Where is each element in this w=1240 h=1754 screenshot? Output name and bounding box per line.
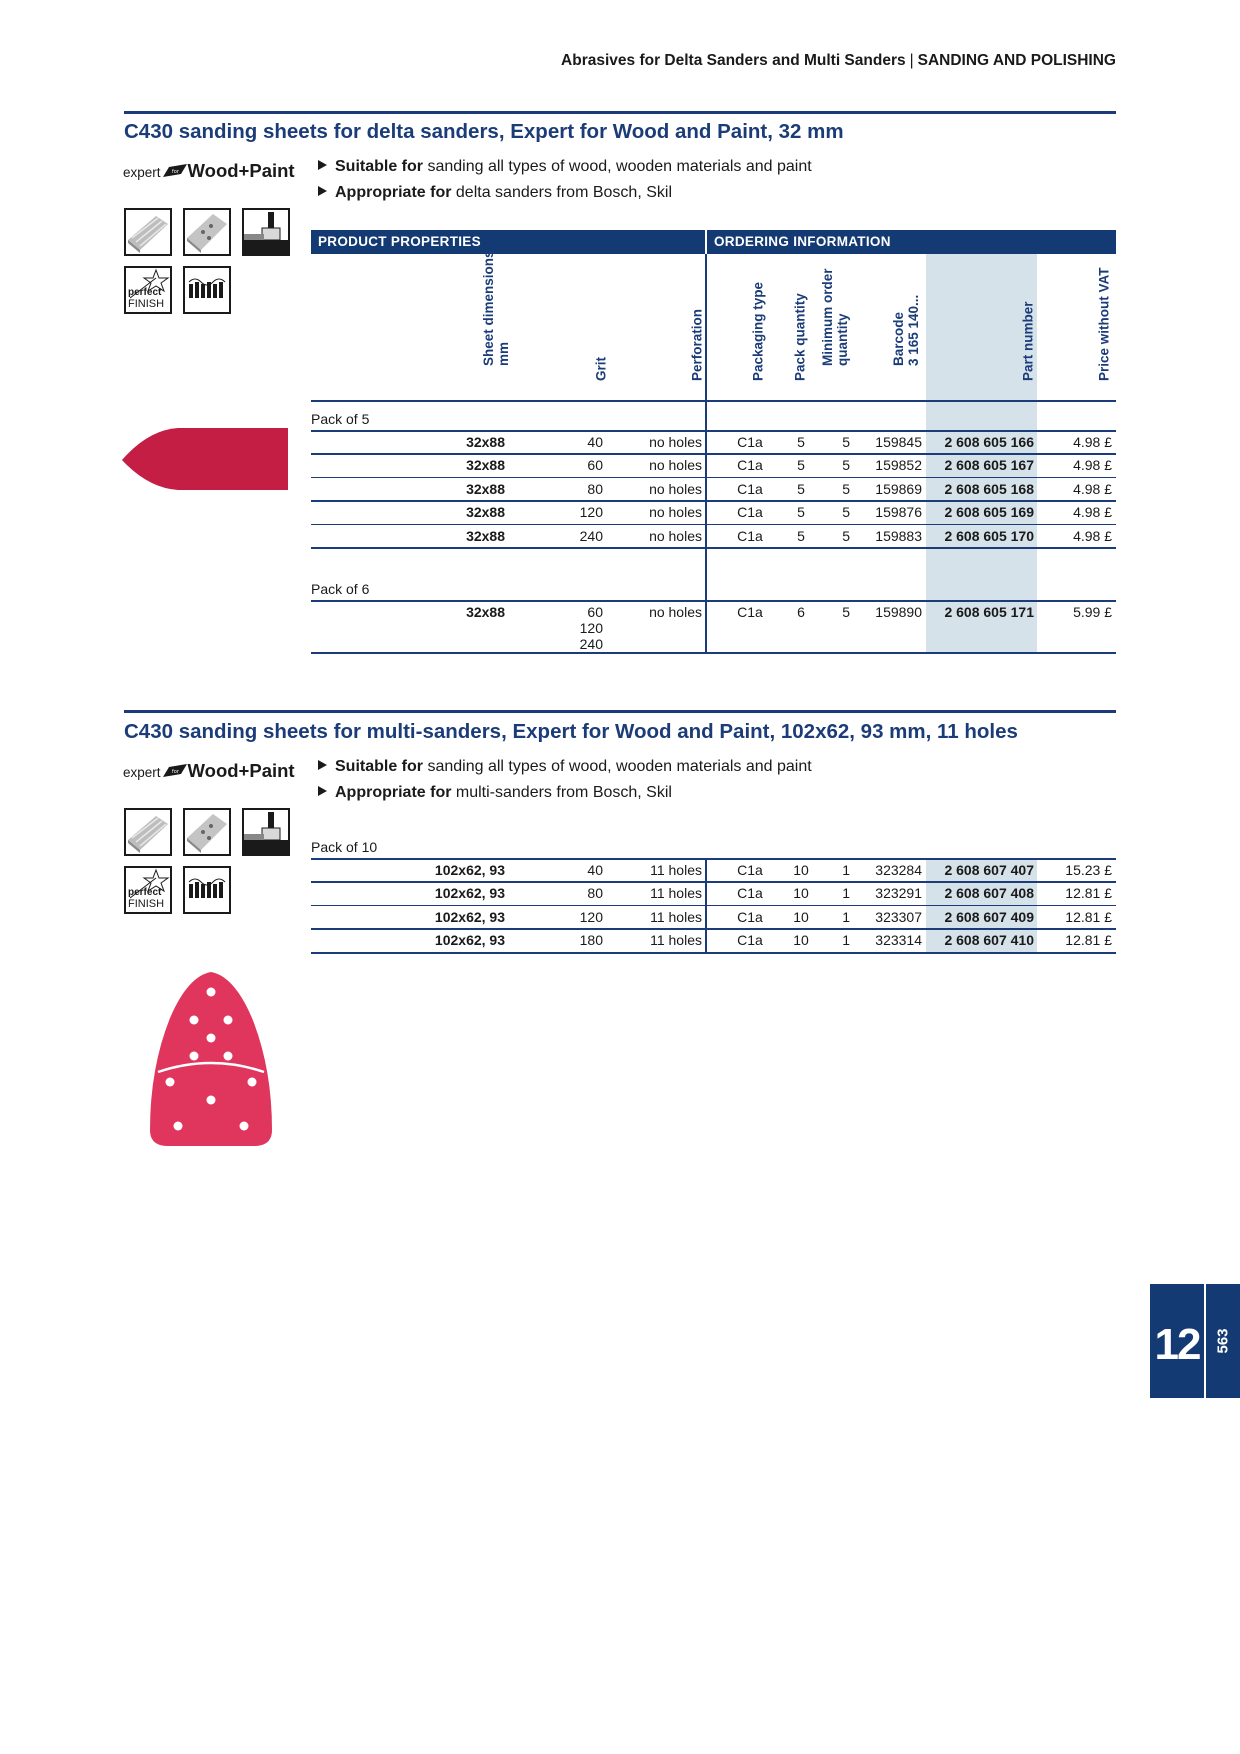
col-minimum-order: Minimum order quantity: [820, 268, 850, 366]
cell-grit: 80: [587, 885, 603, 902]
logo-for-word: for: [171, 769, 179, 775]
bullet-text: sanding all types of wood, wooden materials and paint: [423, 158, 812, 175]
cell-barcode: 159869: [875, 480, 922, 497]
cell-barcode: 323291: [875, 885, 922, 902]
cell-barcode: 323284: [875, 862, 922, 878]
paint-brush-icon: [242, 808, 290, 856]
cell-dimensions: 102x62, 93: [434, 908, 505, 925]
cell-min-order: 1: [842, 908, 850, 925]
cell-part-number: 2 608 607 408: [944, 885, 1034, 902]
header-right: SANDING AND POLISHING: [917, 52, 1116, 69]
chapter-tab: [1150, 1284, 1240, 1398]
pack5-bottom-rule: [311, 547, 1116, 549]
page-number-box: [1206, 1284, 1240, 1398]
logo-expert-word: expert: [123, 165, 161, 180]
cell-perforation: no holes: [649, 457, 702, 474]
grit-teeth-icon: [183, 866, 231, 914]
page-number: 563: [1214, 1328, 1232, 1354]
cell-grit: 180: [579, 932, 603, 949]
cell-part-number: 2 608 607 409: [944, 908, 1034, 925]
section1-bullet-1: [318, 158, 812, 176]
cell-price: 4.98 £: [1073, 434, 1112, 450]
bullet-triangle-icon: [318, 760, 327, 770]
bullet-bold: Appropriate for: [335, 184, 452, 201]
cell-barcode: 159883: [875, 527, 922, 544]
pack10-bottom-rule: [311, 952, 1116, 954]
cell-price: 12.81 £: [1065, 932, 1112, 949]
cell-pack-qty: 10: [793, 885, 809, 902]
cell-grit: 240: [579, 527, 603, 544]
multi-sanding-sheet-image: [148, 970, 274, 1155]
cell-barcode: 159876: [875, 504, 922, 521]
cell-packaging: C1a: [737, 908, 763, 925]
cell-perforation: 11 holes: [650, 908, 702, 925]
section2-bullet-1: [318, 758, 812, 776]
cell-packaging: C1a: [737, 932, 763, 949]
cell-part-number: 2 608 605 168: [944, 480, 1034, 497]
cell-min-order: 5: [842, 434, 850, 450]
cell-packaging: C1a: [737, 434, 763, 450]
cell-grit: 60: [587, 457, 603, 474]
cell-min-order: 5: [842, 504, 850, 521]
pack-of-5-label: Pack of 5: [311, 411, 370, 427]
section1-bullet-2: [318, 184, 672, 202]
cell-pack-qty: 5: [797, 504, 805, 521]
bullet-bold: Suitable for: [335, 758, 424, 775]
cell-perforation: 11 holes: [650, 885, 702, 902]
delta-sanding-sheet-image: [118, 424, 290, 497]
cell-price: 4.98 £: [1073, 504, 1112, 521]
bullet-bold: Appropriate for: [335, 784, 452, 801]
section1-expert-logo: [123, 160, 295, 182]
section2-top-rule: [124, 710, 1116, 713]
cell-price: 5.99 £: [1073, 604, 1112, 620]
cell-min-order: 1: [842, 932, 850, 949]
wood-plank-icon: [124, 808, 172, 856]
cell-grit: 120: [579, 504, 603, 521]
cell-packaging: C1a: [737, 885, 763, 902]
col-price: Price without VAT: [1096, 267, 1112, 381]
cell-perforation: no holes: [649, 504, 702, 521]
perfect-label: perfect: [128, 287, 162, 298]
cell-perforation: no holes: [649, 604, 702, 620]
cell-pack-qty: 5: [797, 480, 805, 497]
col-grit: Grit: [593, 356, 609, 381]
section2-bullet-2: [318, 784, 672, 802]
cell-price: 4.98 £: [1073, 480, 1112, 497]
finish-label: FINISH: [128, 298, 165, 310]
cell-packaging: C1a: [737, 480, 763, 497]
header-left: Abrasives for Delta Sanders and Multi Sanders: [561, 52, 906, 69]
bullet-text: delta sanders from Bosch, Skil: [451, 184, 672, 201]
bullet-bold: Suitable for: [335, 158, 424, 175]
cell-grit: 120: [579, 620, 603, 636]
cell-pack-qty: 5: [797, 434, 805, 450]
pen-icon: [163, 764, 187, 776]
cell-part-number: 2 608 607 407: [944, 862, 1034, 878]
cell-perforation: 11 holes: [650, 932, 702, 949]
cell-pack-qty: 10: [793, 932, 809, 949]
cell-part-number: 2 608 605 169: [944, 504, 1034, 521]
cell-min-order: 5: [842, 457, 850, 474]
cell-dimensions: 102x62, 93: [434, 862, 505, 878]
section1-top-rule: [124, 111, 1116, 114]
cell-dimensions: 102x62, 93: [434, 885, 505, 902]
cell-perforation: no holes: [649, 480, 702, 497]
cell-barcode: 159845: [875, 434, 922, 450]
perfect-label: perfect: [128, 887, 162, 898]
cell-barcode: 159852: [875, 457, 922, 474]
col-sheet-dimensions: Sheet dimensions mm: [481, 250, 511, 366]
col-barcode: Barcode 3 165 140...: [891, 294, 921, 366]
cell-part-number: 2 608 605 171: [944, 604, 1034, 620]
cell-perforation: 11 holes: [650, 862, 702, 878]
perfect-finish-icon: [124, 866, 172, 914]
cell-packaging: C1a: [737, 862, 763, 878]
cell-grit: 40: [587, 862, 603, 878]
cell-grit: 80: [587, 480, 603, 497]
col-perforation: Perforation: [689, 308, 705, 381]
logo-wood-paint: Wood+Paint: [187, 760, 295, 781]
pen-icon: [163, 164, 187, 176]
cell-dimensions: 32x88: [466, 504, 505, 521]
cell-dimensions: 102x62, 93: [434, 932, 505, 949]
table1-header-rule: [311, 400, 1116, 402]
bullet-text: multi-sanders from Bosch, Skil: [451, 784, 672, 801]
wood-plank-icon: [124, 208, 172, 256]
cell-part-number: 2 608 607 410: [944, 932, 1034, 949]
cell-part-number: 2 608 605 167: [944, 457, 1034, 474]
cell-dimensions: 32x88: [466, 457, 505, 474]
pack-of-10-label: Pack of 10: [311, 839, 378, 855]
col-packaging-type: Packaging type: [750, 281, 766, 381]
col-pack-quantity: Pack quantity: [792, 293, 808, 381]
grit-teeth-icon: [183, 266, 231, 314]
product-properties-header: PRODUCT PROPERTIES: [311, 230, 705, 254]
col-part-number: Part number: [1020, 301, 1036, 381]
header-separator: |: [909, 52, 914, 69]
cell-grit: 60: [587, 604, 603, 620]
cell-dimensions: 32x88: [466, 604, 505, 620]
ordering-information-header: ORDERING INFORMATION: [707, 230, 1116, 254]
cell-price: 15.23 £: [1065, 862, 1112, 878]
cell-pack-qty: 10: [793, 908, 809, 925]
cell-pack-qty: 5: [797, 527, 805, 544]
cell-barcode: 323307: [875, 908, 922, 925]
cell-barcode: 323314: [875, 932, 922, 949]
bullet-triangle-icon: [318, 186, 327, 196]
cell-perforation: no holes: [649, 527, 702, 544]
section2-title: C430 sanding sheets for multi-sanders, Expert for Wood and Paint, 102x62, 93 mm, 11 holes: [124, 720, 1018, 743]
pack6-bottom-rule: [311, 652, 1116, 654]
cell-price: 12.81 £: [1065, 908, 1112, 925]
cell-pack-qty: 10: [793, 862, 809, 878]
section1-title: C430 sanding sheets for delta sanders, Expert for Wood and Paint, 32 mm: [124, 120, 844, 143]
cell-min-order: 1: [842, 885, 850, 902]
bullet-triangle-icon: [318, 786, 327, 796]
cell-pack-qty: 6: [797, 604, 805, 620]
cell-price: 12.81 £: [1065, 885, 1112, 902]
cell-packaging: C1a: [737, 457, 763, 474]
logo-for-word: for: [171, 169, 179, 175]
cell-packaging: C1a: [737, 504, 763, 521]
wood-panel-icon: [183, 808, 231, 856]
cell-price: 4.98 £: [1073, 527, 1112, 544]
logo-wood-paint: Wood+Paint: [187, 160, 295, 181]
logo-expert-word: expert: [123, 765, 161, 780]
cell-min-order: 5: [842, 480, 850, 497]
wood-panel-icon: [183, 208, 231, 256]
cell-dimensions: 32x88: [466, 434, 505, 450]
cell-dimensions: 32x88: [466, 480, 505, 497]
finish-label: FINISH: [128, 898, 165, 910]
paint-brush-icon: [242, 208, 290, 256]
section2-expert-logo: [123, 760, 295, 782]
cell-min-order: 5: [842, 527, 850, 544]
cell-pack-qty: 5: [797, 457, 805, 474]
chapter-number: 12: [1154, 1320, 1200, 1369]
pack-of-6-label: Pack of 6: [311, 581, 370, 597]
cell-part-number: 2 608 605 170: [944, 527, 1034, 544]
cell-grit: 240: [579, 636, 603, 652]
cell-price: 4.98 £: [1073, 457, 1112, 474]
running-header: [561, 52, 1116, 70]
perfect-finish-icon: [124, 266, 172, 314]
cell-grit: 120: [579, 908, 603, 925]
cell-grit: 40: [587, 434, 603, 450]
bullet-triangle-icon: [318, 160, 327, 170]
bullet-text: sanding all types of wood, wooden materials and paint: [423, 758, 812, 775]
cell-dimensions: 32x88: [466, 527, 505, 544]
cell-packaging: C1a: [737, 604, 763, 620]
cell-min-order: 1: [842, 862, 850, 878]
cell-min-order: 5: [842, 604, 850, 620]
cell-barcode: 159890: [875, 604, 922, 620]
cell-perforation: no holes: [649, 434, 702, 450]
cell-packaging: C1a: [737, 527, 763, 544]
cell-part-number: 2 608 605 166: [944, 434, 1034, 450]
